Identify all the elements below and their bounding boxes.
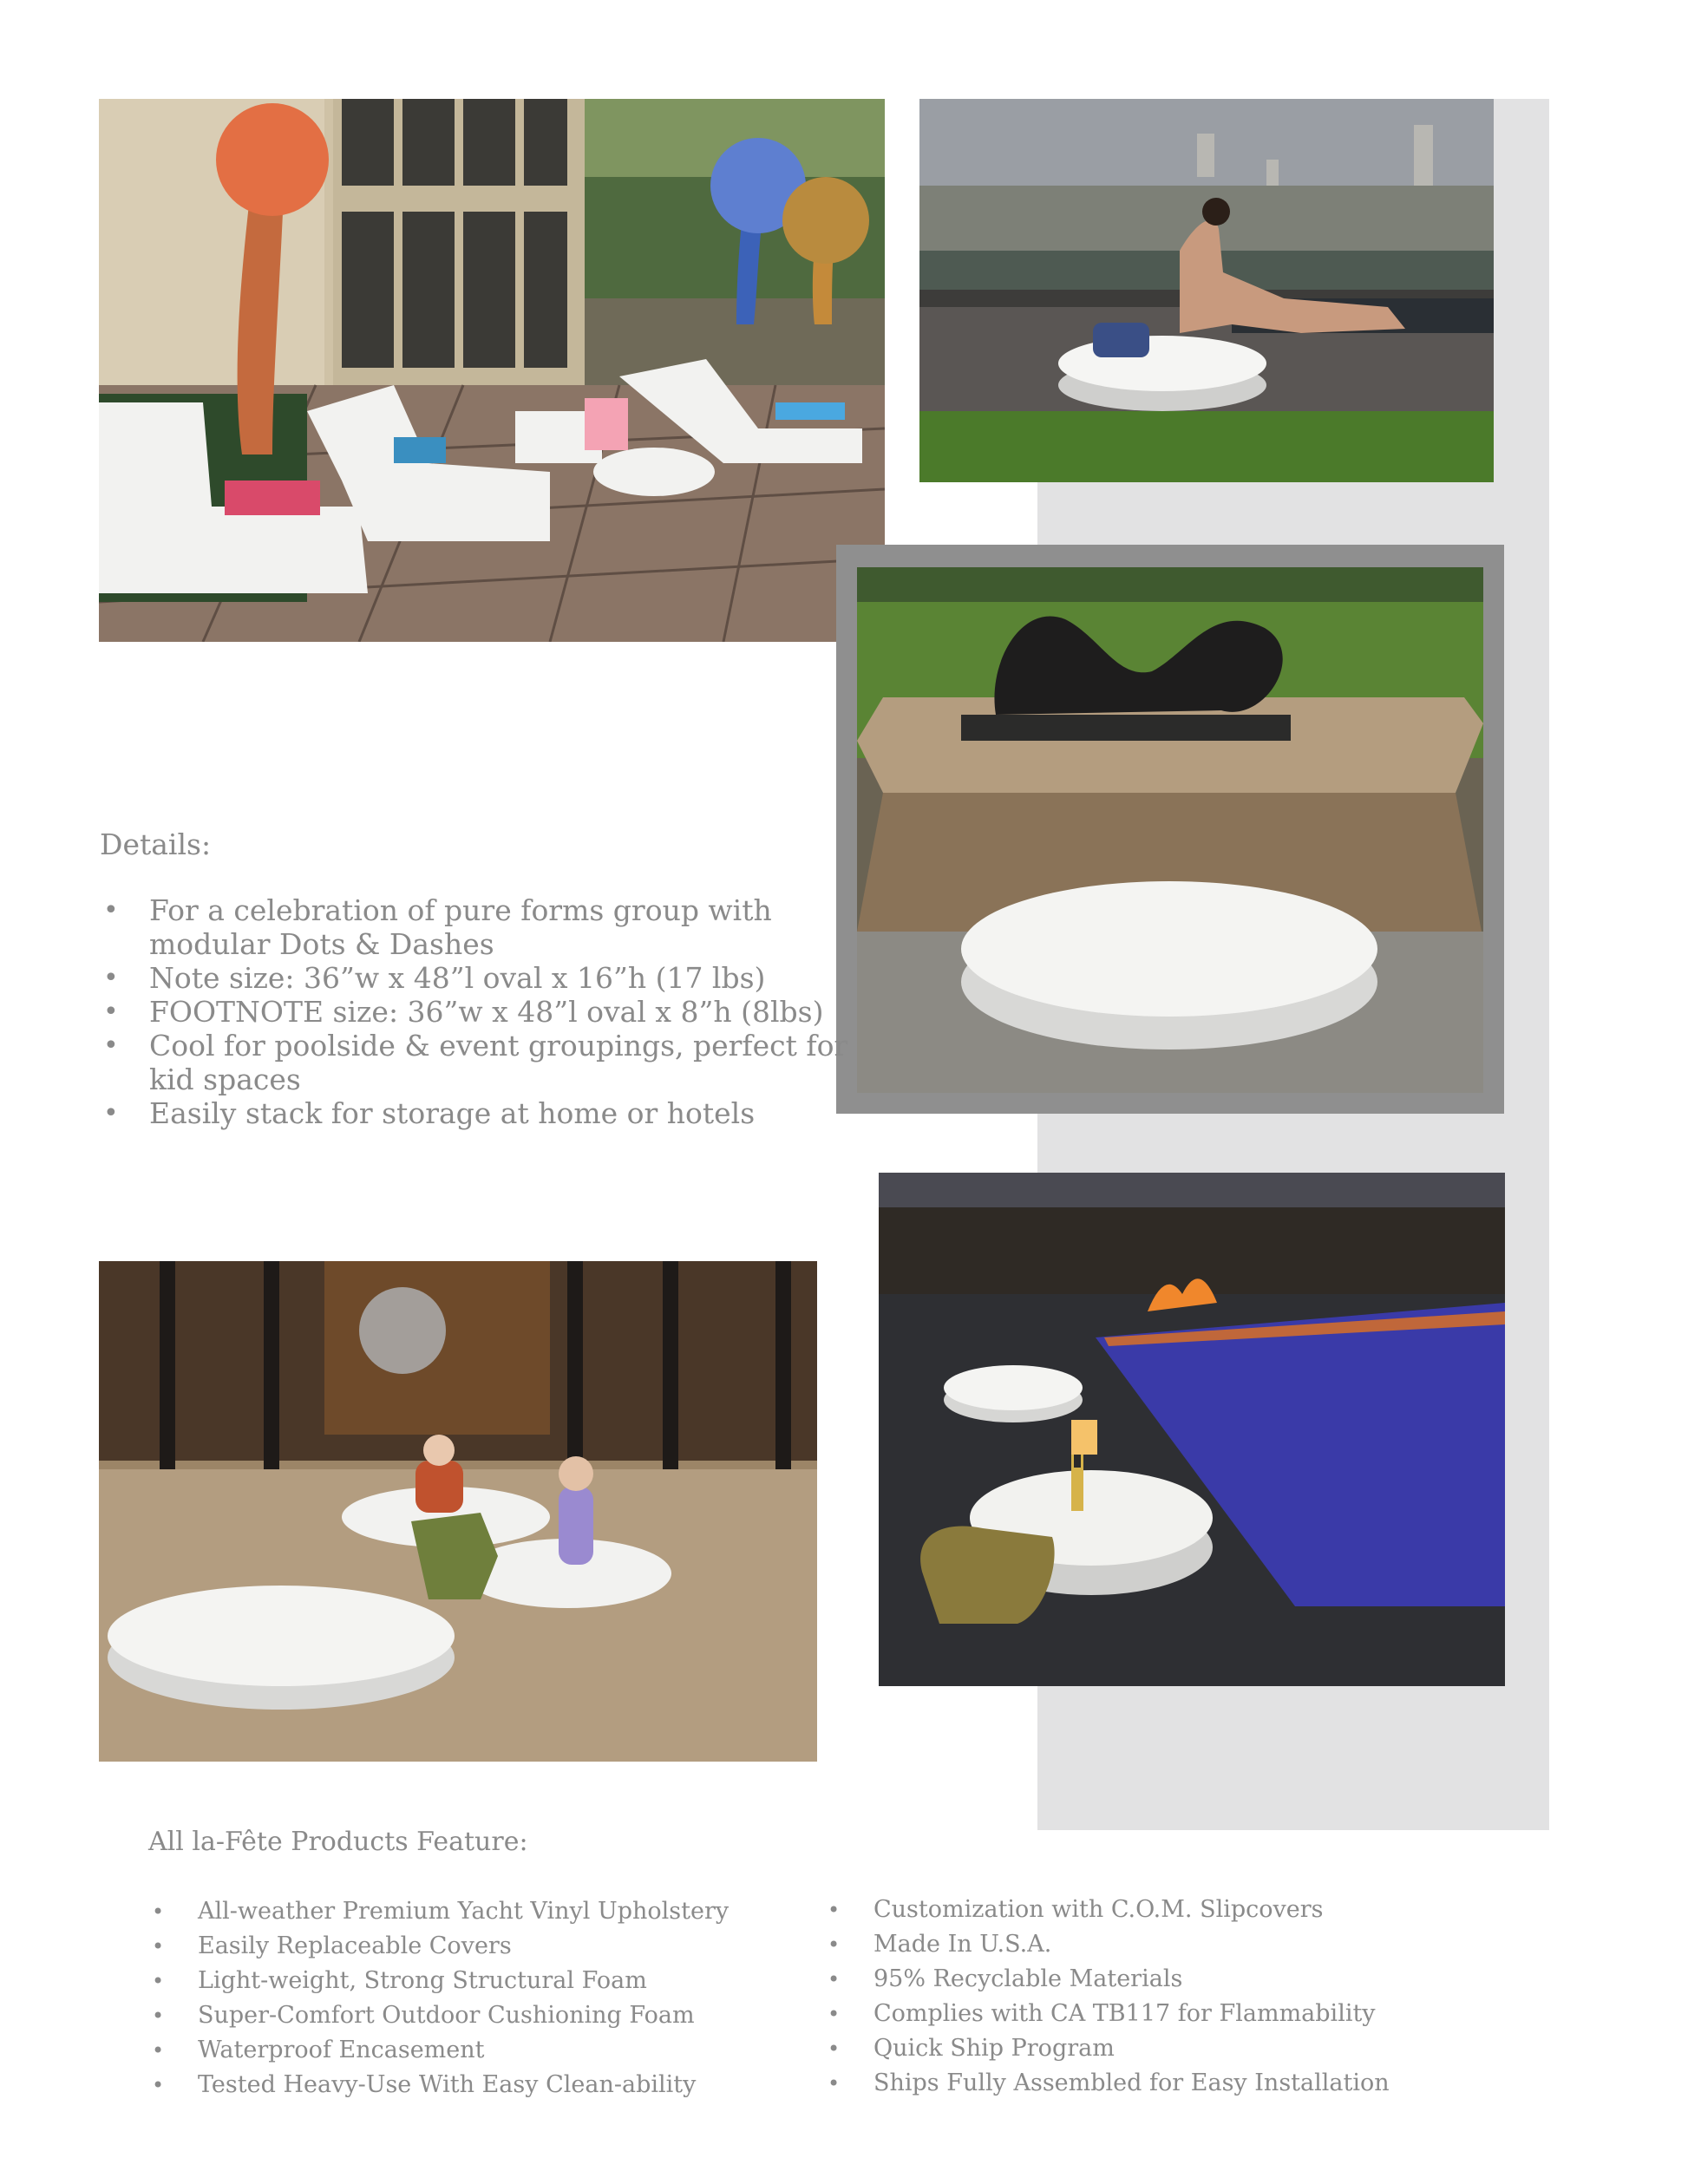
patio-lounge-photo	[99, 99, 885, 642]
feature-item: • Tested Heavy-Use With Easy Clean-ability	[148, 2068, 729, 2102]
details-item: • FOOTNOTE size: 36”w x 48”l oval x 8”h (8lbs)	[100, 995, 854, 1029]
feature-item: • All-weather Premium Yacht Vinyl Upholstery	[148, 1894, 729, 1929]
feature-item: • Complies with CA TB117 for Flammability	[824, 1997, 1390, 2031]
feature-item: • Quick Ship Program	[824, 2031, 1390, 2066]
kids-playground-photo	[99, 1261, 817, 1762]
details-item: • Cool for poolside & event groupings, perfect for kid spaces	[100, 1029, 854, 1096]
features-list-left	[148, 1894, 729, 2102]
feature-item: • Waterproof Encasement	[148, 2033, 729, 2068]
feature-item: • Ships Fully Assembled for Easy Installation	[824, 2066, 1390, 2101]
pool-dusk-photo	[879, 1173, 1505, 1686]
features-list-right	[824, 1893, 1390, 2101]
feature-item: • Customization with C.O.M. Slipcovers	[824, 1893, 1390, 1927]
details-list	[100, 893, 854, 1130]
feature-item: • Light-weight, Strong Structural Foam	[148, 1964, 729, 1998]
feature-item: • Made In U.S.A.	[824, 1927, 1390, 1962]
feature-item: • Easily Replaceable Covers	[148, 1929, 729, 1964]
details-item: • Easily stack for storage at home or hotels	[100, 1096, 854, 1130]
feature-item: • Super-Comfort Outdoor Cushioning Foam	[148, 1998, 729, 2033]
details-heading: Details:	[100, 827, 212, 861]
details-item: • Note size: 36”w x 48”l oval x 16”h (17 lbs)	[100, 961, 854, 995]
sculpture-ottoman-photo	[857, 567, 1483, 1093]
feature-item: • 95% Recyclable Materials	[824, 1962, 1390, 1997]
features-heading: All la-Fête Products Feature:	[148, 1827, 528, 1857]
city-view-lounger-photo	[919, 99, 1494, 482]
details-item: • For a celebration of pure forms group with modular Dots & Dashes	[100, 893, 854, 961]
